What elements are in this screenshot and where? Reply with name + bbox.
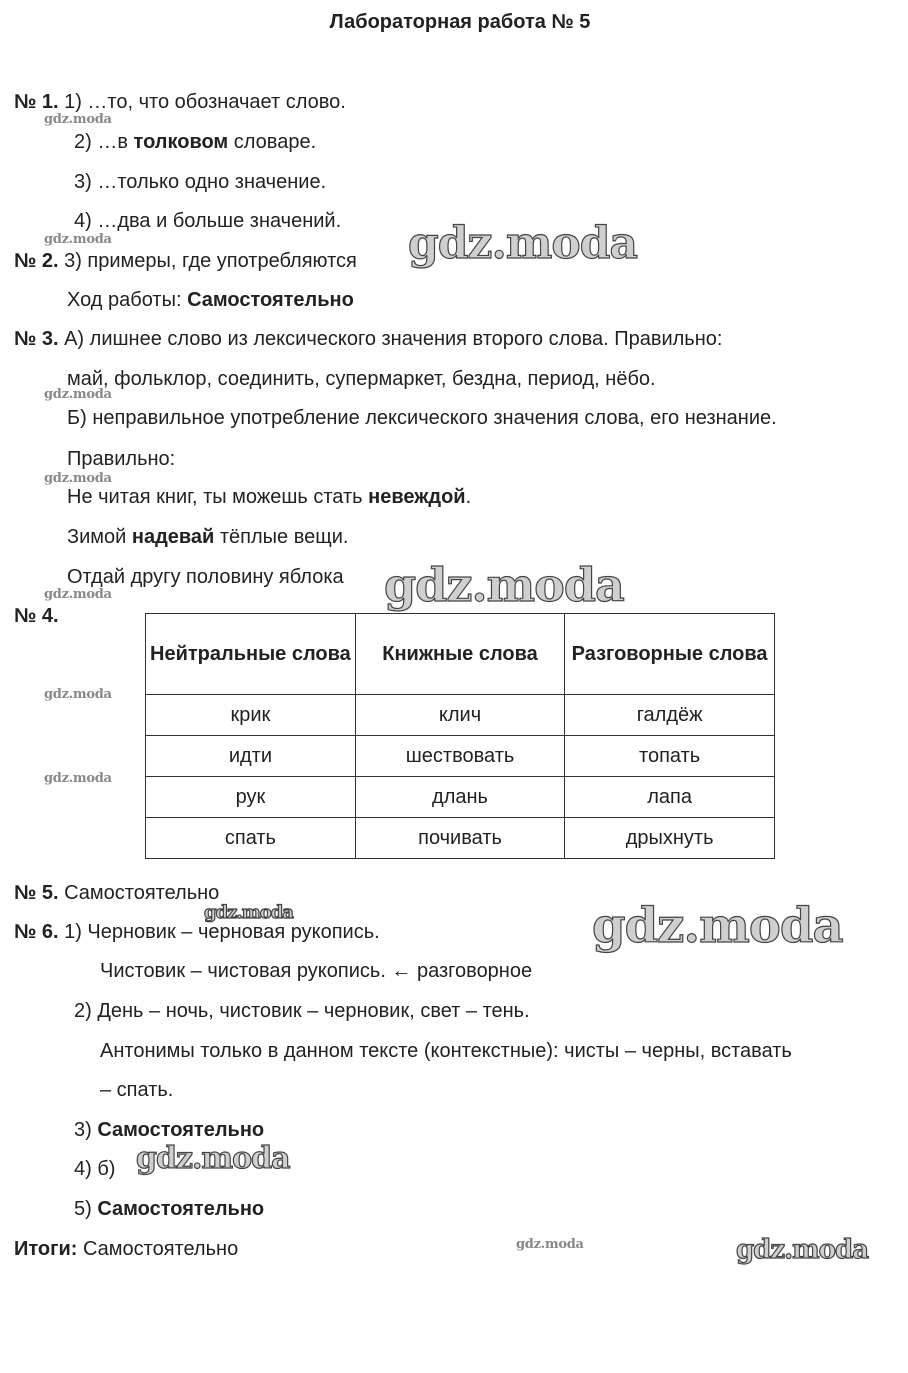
exercise-3-number: № 3.: [14, 328, 59, 350]
watermark-large: gdz.moda: [384, 558, 624, 612]
watermark-large: gdz.moda: [204, 902, 293, 923]
watermark-large: gdz.moda: [736, 1235, 869, 1265]
exercise-6-line-6: 3) Самостоятельно: [74, 1119, 265, 1141]
table-row: [146, 818, 775, 859]
exercise-6-line-7: 4) б): [74, 1158, 116, 1180]
exercise-6-line-4: Антонимы только в данном тексте (контекстные): чисты – черны, вставать: [100, 1040, 792, 1062]
exercise-1-line-1: № 1. 1) …то, что обозначает слово.: [14, 91, 346, 113]
exercise-3-line-2: май, фольклор, соединить, супермаркет, бездна, период, нёбо.: [67, 368, 656, 390]
watermark: gdz.moda: [516, 1237, 584, 1252]
exercise-5-line: № 5. Самостоятельно: [14, 882, 220, 904]
table-cell: лапа: [565, 777, 775, 818]
table-cell: клич: [355, 695, 564, 736]
watermark: gdz.moda: [44, 112, 112, 127]
exercise-6-number: № 6.: [14, 921, 59, 943]
table-cell: идти: [146, 736, 356, 777]
exercise-2-line-1: № 2. 3) примеры, где употребляются: [14, 250, 357, 272]
exercise-1-line-2: 2) …в толковом словаре.: [74, 131, 317, 153]
table-cell: спать: [146, 818, 356, 859]
table-cell: длань: [355, 777, 564, 818]
exercise-1-number: № 1.: [14, 91, 59, 113]
exercise-2-number: № 2.: [14, 250, 59, 272]
vocabulary-table: [145, 613, 775, 859]
exercise-6-line-2: Чистовик – чистовая рукопись. ← разговорное: [100, 960, 533, 982]
exercise-6-line-3: 2) День – ночь, чистовик – черновик, свет – тень.: [74, 1000, 530, 1022]
table-row: [146, 695, 775, 736]
summary-label: Итоги:: [14, 1238, 78, 1260]
exercise-2-line-2: Ход работы: Самостоятельно: [67, 289, 354, 311]
exercise-4-number: № 4.: [14, 605, 59, 627]
exercise-3-line-7: Отдай другу половину яблока: [67, 566, 344, 588]
watermark: gdz.moda: [44, 471, 112, 486]
exercise-3-line-5: Не читая книг, ты можешь стать невеждой.: [67, 486, 472, 508]
watermark-large: gdz.moda: [592, 898, 843, 954]
exercise-6-line-5: – спать.: [100, 1079, 174, 1101]
page-title: Лабораторная работа № 5: [329, 11, 591, 33]
exercise-5-number: № 5.: [14, 882, 59, 904]
exercise-6-line-8: 5) Самостоятельно: [74, 1198, 265, 1220]
exercise-3-line-1: № 3. А) лишнее слово из лексического значения второго слова. Правильно:: [14, 328, 723, 350]
exercise-1-line-4: 4) …два и больше значений.: [74, 210, 342, 232]
watermark: gdz.moda: [44, 687, 112, 702]
watermark: gdz.moda: [44, 387, 112, 402]
watermark-large: gdz.moda: [408, 218, 638, 269]
table-row: [146, 777, 775, 818]
exercise-1-line-3: 3) …только одно значение.: [74, 171, 327, 193]
table-cell: рук: [146, 777, 356, 818]
exercise-3-line-3: Б) неправильное употребление лексического значения слова, его незнание.: [67, 407, 777, 429]
exercise-3-line-6: Зимой надевай тёплые вещи.: [67, 526, 349, 548]
table-cell: топать: [565, 736, 775, 777]
watermark: gdz.moda: [44, 771, 112, 786]
watermark: gdz.moda: [44, 232, 112, 247]
watermark-large: gdz.moda: [136, 1141, 290, 1176]
table-row: [146, 736, 775, 777]
exercise-3-line-4: Правильно:: [67, 448, 176, 470]
table-cell: почивать: [355, 818, 564, 859]
table-header: Нейтральные слова: [146, 614, 356, 695]
table-header-row: [146, 614, 775, 695]
table-cell: шествовать: [355, 736, 564, 777]
table-cell: крик: [146, 695, 356, 736]
exercise-6-line-1: № 6. 1) Черновик – черновая рукопись.: [14, 921, 380, 943]
table-cell: дрыхнуть: [565, 818, 775, 859]
summary-line: Итоги: Самостоятельно: [14, 1238, 239, 1260]
table-header: Книжные слова: [355, 614, 564, 695]
watermark: gdz.moda: [44, 587, 112, 602]
table-header: Разговорные слова: [565, 614, 775, 695]
table-cell: галдёж: [565, 695, 775, 736]
